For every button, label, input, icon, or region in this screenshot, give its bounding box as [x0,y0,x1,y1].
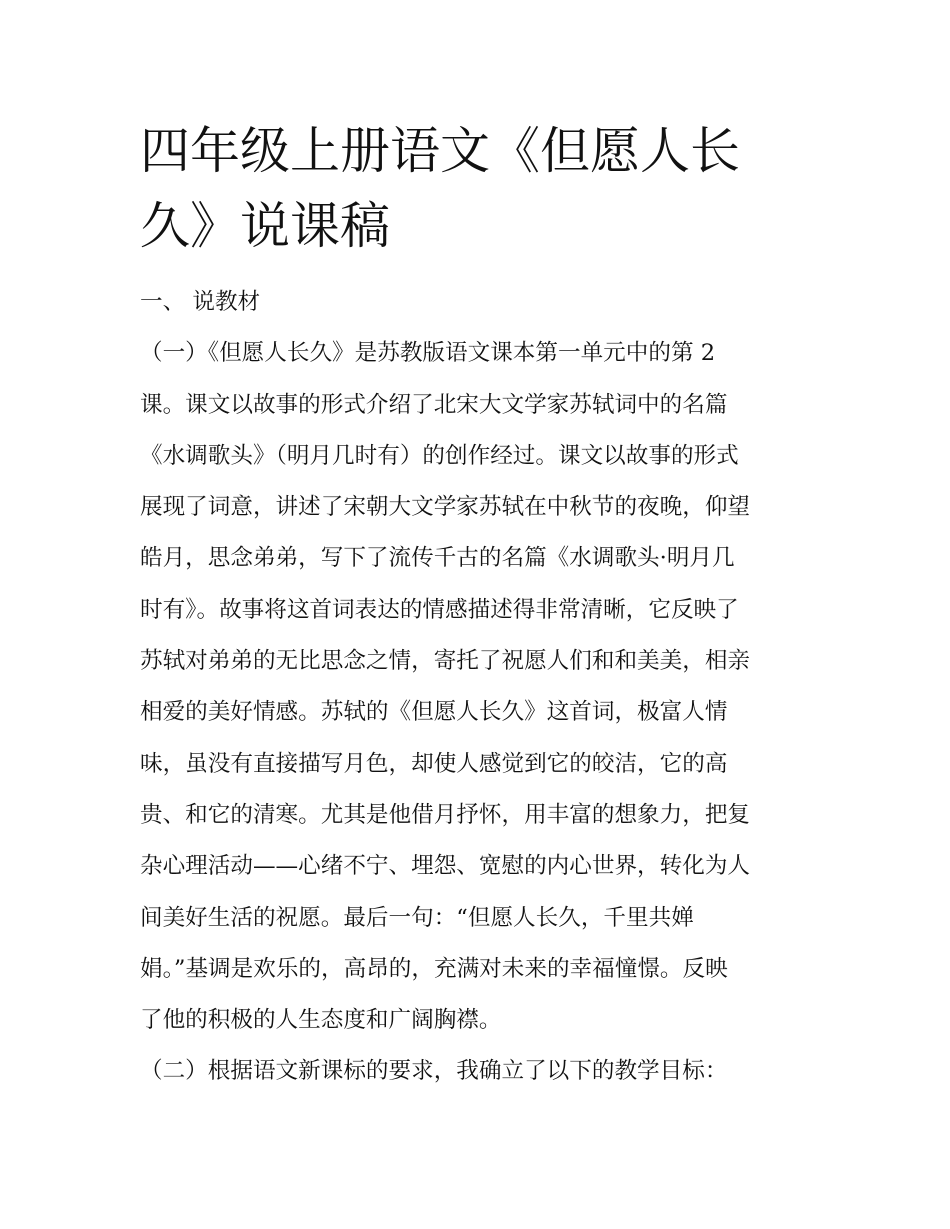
paragraph-line: 课。课文以故事的形式介绍了北宋大文学家苏轼词中的名篇 [140,391,728,418]
document-title [140,114,780,264]
paragraph-line: 味，虽没有直接描写月色，却使人感觉到它的皎洁，它的高 [140,750,728,777]
paragraph-line: 皓月，思念弟弟，写下了流传千古的名篇《水调歌头·明月几 [140,545,735,572]
paragraph-line: 了他的积极的人生态度和广阔胸襟。 [140,1007,502,1034]
document-body [140,277,840,1098]
title-line-1: 四年级上册语文《但愿人长 [140,122,740,180]
paragraph-line: 间美好生活的祝愿。最后一句：“但愿人长久，千里共婵 [140,904,694,931]
subsection-heading: （二）根据语文新课标的要求，我确立了以下的教学目标： [140,1058,728,1085]
paragraph-line: 贵、和它的清寒。尤其是他借月抒怀，用丰富的想象力，把复 [140,801,751,828]
title-line-2: 久》说课稿 [140,197,390,255]
paragraph-line: 相爱的美好情感。苏轼的《但愿人长久》这首词，极富人情 [140,699,728,726]
paragraph-line: 《水调歌头》（明月几时有）的创作经过。课文以故事的形式 [140,442,739,469]
paragraph-line: 杂心理活动——心绪不宁、埋怨、宽慰的内心世界，转化为人 [140,853,751,880]
paragraph-line: 展现了词意，讲述了宋朝大文学家苏轼在中秋节的夜晚，仰望 [140,494,751,521]
paragraph-line: 苏轼对弟弟的无比思念之情，寄托了祝愿人们和和美美，相亲 [140,648,751,675]
paragraph-line: （一）《但愿人长久》是苏教版语文课本第一单元中的第 2 [140,340,716,367]
paragraph-line: 时有》。故事将这首词表达的情感描述得非常清晰，它反映了 [140,596,739,623]
section-heading: 一、 说教材 [140,289,261,315]
paragraph-line: 娟。”基调是欢乐的，高昂的，充满对未来的幸福憧憬。反映 [140,955,728,982]
